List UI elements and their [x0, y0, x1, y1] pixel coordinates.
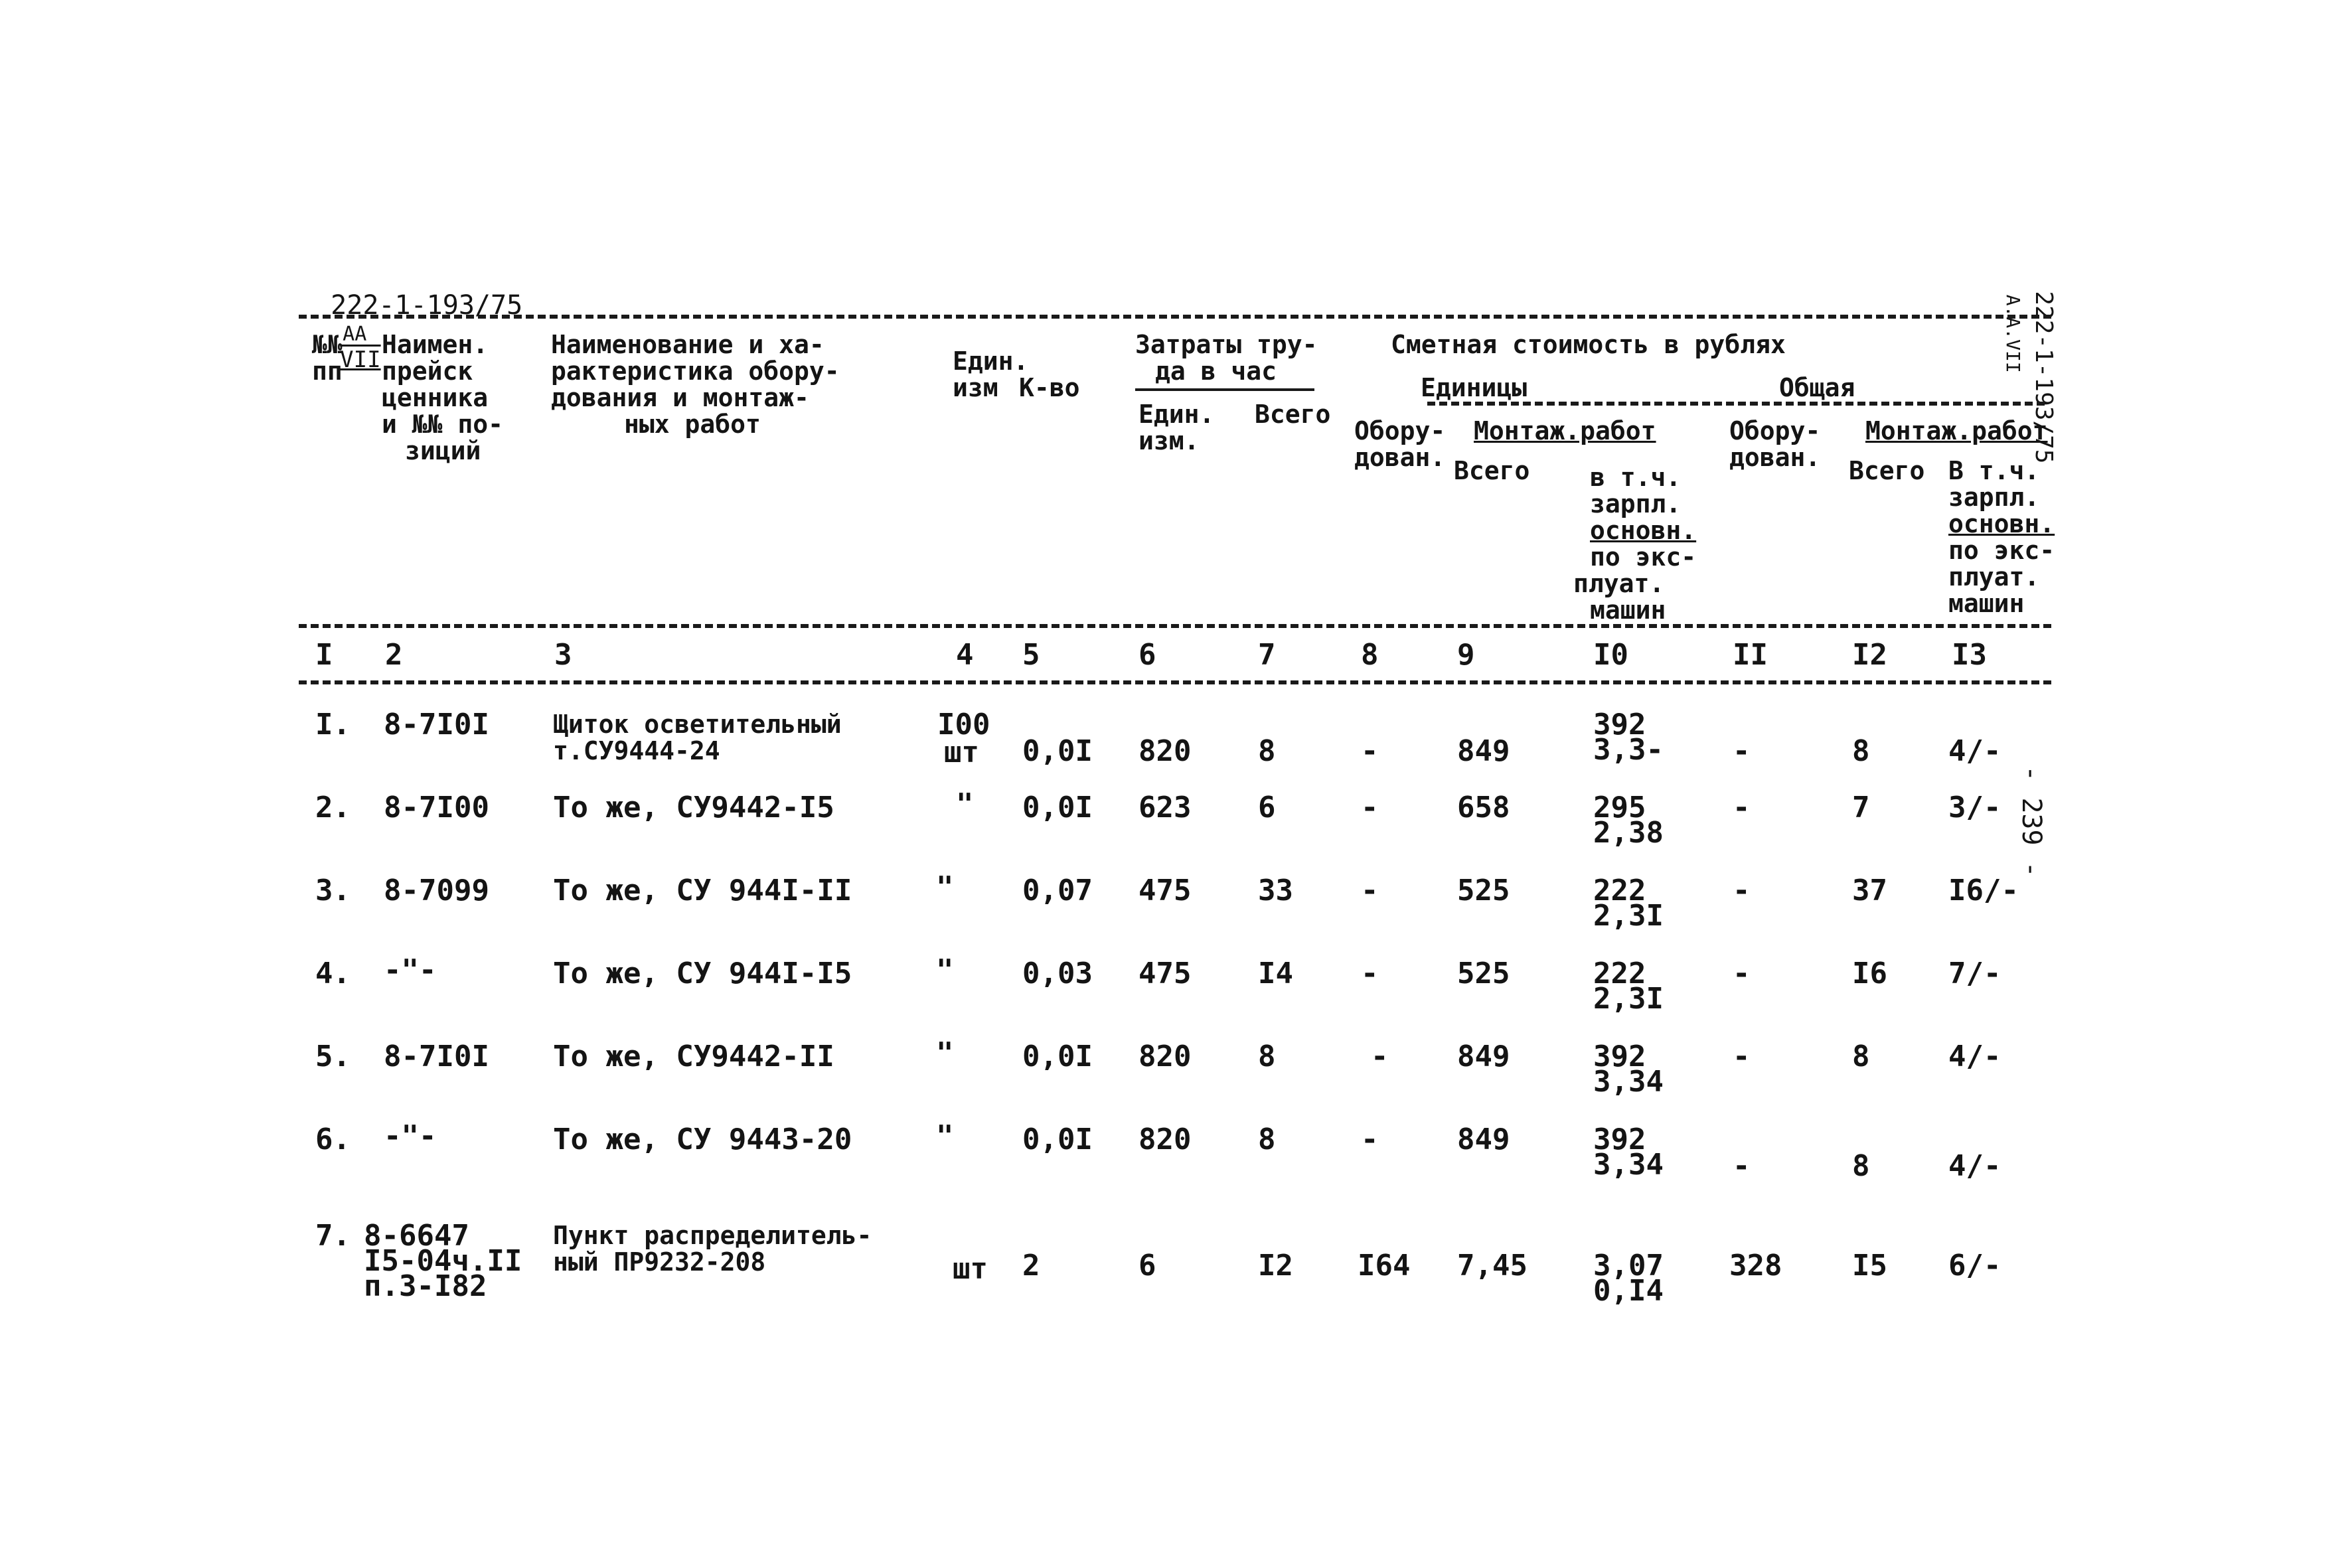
col-number-11: II: [1733, 638, 1768, 672]
row-wage-line2: 2,3I: [1593, 899, 1664, 933]
row-wage-line2: 3,34: [1593, 1148, 1664, 1182]
header-pricelist-line3: ценника: [382, 383, 489, 412]
header-labor-unit-line1: Един.: [1138, 400, 1215, 429]
header-description-line2: рактеристика обору-: [551, 356, 840, 386]
row-code-line1: 8-6647: [364, 1219, 469, 1253]
header-total-install-total: Всего: [1849, 456, 1925, 485]
row-labor-unit: 820: [1138, 1123, 1192, 1156]
row-total-wage: 7/-: [1948, 957, 2001, 990]
side-album-text: А.А.VII: [2002, 294, 2024, 373]
row-equipment: -: [1361, 734, 1379, 768]
header-install-works: Монтаж.работ: [1474, 416, 1656, 445]
header-wage-line2: зарпл.: [1590, 489, 1682, 518]
col-number-6: 6: [1138, 638, 1156, 672]
row-name-line1: Щиток осветительный: [553, 710, 842, 739]
header-description-line3: дования и монтаж-: [551, 383, 809, 412]
row-wage-line1: 3,07: [1593, 1249, 1664, 1283]
row-code: 8-7I00: [384, 791, 489, 824]
row-install-total: 849: [1457, 1040, 1510, 1073]
row-total-wage: 4/-: [1948, 1040, 2001, 1073]
row-total-equipment: -: [1733, 1040, 1751, 1073]
col-number-12: I2: [1852, 638, 1887, 672]
row-total-equipment: 328: [1729, 1249, 1782, 1283]
row-total-equipment: -: [1733, 791, 1751, 824]
row-total-install: 8: [1852, 1040, 1870, 1073]
row-labor-total: 8: [1258, 1040, 1276, 1073]
col-number-2: 2: [385, 638, 403, 672]
row-total-install: I6: [1852, 957, 1887, 990]
row-code-line3: п.3-I82: [364, 1269, 487, 1303]
row-unit-line1: ": [956, 787, 974, 821]
header-unit-line1: Един.: [953, 347, 1029, 376]
row-total-wage: 4/-: [1948, 1149, 2001, 1183]
row-total-wage: 4/-: [1948, 734, 2001, 768]
row-quantity: 0,0I: [1022, 734, 1093, 768]
row-wage-line2: 3,34: [1593, 1065, 1664, 1099]
row-install-total: 525: [1457, 957, 1510, 990]
row-equipment: -: [1361, 791, 1379, 824]
row-number: I.: [315, 708, 351, 742]
row-quantity: 0,0I: [1022, 791, 1093, 824]
header-wage-line6: машин: [1590, 595, 1666, 625]
row-total-install: 8: [1852, 1149, 1870, 1183]
row-labor-unit: 6: [1138, 1249, 1156, 1283]
header-total-equipment-line1: Обору-: [1729, 416, 1821, 445]
row-unit-line1: ": [936, 1119, 954, 1153]
row-name-line1: Пункт распределитель-: [553, 1221, 872, 1250]
col-number-7: 7: [1258, 638, 1276, 672]
header-equipment-line2: дован.: [1354, 443, 1446, 472]
row-unit-line1: ": [936, 953, 954, 987]
header-index-line2: пп: [312, 356, 343, 386]
header-pricelist-line1: Наимен.: [382, 330, 489, 359]
table-top-rule: [299, 315, 2051, 319]
row-quantity: 0,0I: [1022, 1040, 1093, 1073]
header-cost-title: Сметная стоимость в рублях: [1391, 330, 1786, 359]
col-number-5: 5: [1022, 638, 1040, 672]
row-equipment: -: [1361, 1123, 1379, 1156]
doc-code-text: 222-1-193/75: [331, 290, 523, 321]
row-wage-line2: 2,38: [1593, 816, 1664, 850]
row-total-wage: 6/-: [1948, 1249, 2001, 1283]
row-unit-line1: ": [936, 870, 954, 904]
header-pricelist-line4: и №№ по-: [382, 410, 504, 439]
row-number: 2.: [315, 791, 351, 824]
row-name-line1: То же, СУ9442-II: [553, 1040, 834, 1073]
header-wage-line5: плуат.: [1573, 569, 1665, 598]
row-labor-total: 8: [1258, 1123, 1276, 1156]
col-number-10: I0: [1593, 638, 1628, 672]
row-install-total: 525: [1457, 874, 1510, 907]
row-labor-unit: 623: [1138, 791, 1192, 824]
row-labor-total: 8: [1258, 734, 1276, 768]
col-number-9: 9: [1457, 638, 1475, 672]
row-name-line1: То же, СУ 944I-II: [553, 874, 852, 907]
header-total-wage-line1: В т.ч.: [1948, 456, 2040, 485]
row-equipment: -: [1371, 1040, 1389, 1073]
row-name-line2: ный ПР9232-208: [553, 1247, 766, 1277]
header-description-line4: ных работ: [624, 410, 761, 439]
header-wage-line4: по экс-: [1590, 542, 1697, 572]
album-number: VII: [340, 347, 381, 373]
row-labor-total: I2: [1258, 1249, 1293, 1283]
header-labor-line2: да в час: [1155, 356, 1277, 386]
row-unit-line1: ": [936, 1036, 954, 1070]
row-wage-line1: 392: [1593, 1040, 1646, 1073]
row-total-install: 8: [1852, 734, 1870, 768]
row-install-total: 849: [1457, 1123, 1510, 1156]
col-number-3: 3: [554, 638, 572, 672]
row-unit-line1: шт: [953, 1252, 988, 1286]
header-total-install-works: Монтаж.работ: [1865, 416, 2048, 445]
numbers-bottom-rule: [299, 680, 2051, 684]
row-code: 8-7099: [384, 874, 489, 907]
page-number: [2018, 734, 2071, 878]
row-equipment: -: [1361, 957, 1379, 990]
row-labor-total: I4: [1258, 957, 1293, 990]
header-total-wage-line6: машин: [1948, 589, 2025, 618]
row-name-line1: То же, СУ9442-I5: [553, 791, 834, 824]
row-code: 8-7I0I: [384, 708, 489, 742]
header-pricelist-line5: зиций: [405, 436, 481, 465]
row-total-install: 7: [1852, 791, 1870, 824]
row-labor-unit: 475: [1138, 874, 1192, 907]
row-code: -"-: [384, 1119, 437, 1153]
row-labor-total: 6: [1258, 791, 1276, 824]
row-labor-unit: 820: [1138, 734, 1192, 768]
side-album-code: [2003, 272, 2041, 373]
col-number-4: 4: [956, 638, 974, 672]
row-number: 5.: [315, 1040, 351, 1073]
header-unit-line2: изм: [953, 373, 998, 402]
labor-underline: [1135, 388, 1314, 391]
header-total-wage-line4: по экс-: [1948, 536, 2055, 565]
row-total-install: I5: [1852, 1249, 1887, 1283]
row-labor-unit: 820: [1138, 1040, 1192, 1073]
header-pricelist-line2: прейск: [382, 356, 473, 386]
header-equipment-line1: Обору-: [1354, 416, 1446, 445]
row-number: 6.: [315, 1123, 351, 1156]
row-equipment: I64: [1358, 1249, 1411, 1283]
header-index-line1: №№: [312, 330, 343, 359]
row-name-line1: То же, СУ 944I-I5: [553, 957, 852, 990]
row-install-total: 7,45: [1457, 1249, 1528, 1283]
row-total-equipment: -: [1733, 734, 1751, 768]
row-unit-line1: I00: [937, 708, 990, 742]
row-labor-total: 33: [1258, 874, 1293, 907]
page-number-text: - 239 -: [2016, 765, 2047, 878]
header-total-wage-line2: зарпл.: [1948, 483, 2040, 512]
header-bottom-rule: [299, 624, 2051, 628]
col-number-1: I: [315, 638, 333, 672]
header-total-wage-line3: основн.: [1948, 509, 2055, 538]
row-wage-line1: 222: [1593, 874, 1646, 907]
header-labor-line1: Затраты тру-: [1135, 330, 1318, 359]
row-wage-line1: 222: [1593, 957, 1646, 990]
row-quantity: 2: [1022, 1249, 1040, 1283]
album-suffix: АА: [343, 323, 367, 346]
row-unit-line2: шт: [944, 736, 979, 769]
row-quantity: 0,03: [1022, 957, 1093, 990]
row-wage-line2: 3,3-: [1593, 733, 1664, 767]
row-wage-line2: 2,3I: [1593, 982, 1664, 1016]
row-install-total: 849: [1457, 734, 1510, 768]
header-wage-line3: основн.: [1590, 516, 1697, 545]
header-total-wage-line5: плуат.: [1948, 562, 2040, 591]
row-number: 3.: [315, 874, 351, 907]
header-unit-group: Единицы: [1421, 373, 1528, 402]
col-number-8: 8: [1361, 638, 1379, 672]
row-number: 7.: [315, 1219, 351, 1253]
row-total-equipment: -: [1733, 874, 1751, 907]
row-code: 8-7I0I: [384, 1040, 489, 1073]
row-total-equipment: -: [1733, 1149, 1751, 1183]
row-quantity: 0,0I: [1022, 1123, 1093, 1156]
row-number: 4.: [315, 957, 351, 990]
row-wage-line1: 392: [1593, 1123, 1646, 1156]
row-code: -"-: [384, 953, 437, 987]
row-wage-line1: 295: [1593, 791, 1646, 824]
row-total-equipment: -: [1733, 957, 1751, 990]
row-quantity: 0,07: [1022, 874, 1093, 907]
row-name-line1: То же, СУ 9443-20: [553, 1123, 852, 1156]
header-quantity: К-во: [1019, 373, 1080, 402]
side-code-text: 222-1-193/75: [2030, 291, 2057, 464]
row-total-wage: I6/-: [1948, 874, 2019, 907]
header-wage-line1: в т.ч.: [1590, 463, 1682, 492]
row-install-total: 658: [1457, 791, 1510, 824]
col-number-13: I3: [1952, 638, 1987, 672]
header-labor-total: Всего: [1255, 400, 1331, 429]
row-wage-line2: 0,I4: [1593, 1274, 1664, 1308]
header-description-line1: Наименование и ха-: [551, 330, 824, 359]
row-name-line2: т.СУ9444-24: [553, 736, 720, 765]
header-total-equipment-line2: дован.: [1729, 443, 1821, 472]
row-labor-unit: 475: [1138, 957, 1192, 990]
header-total-group: Общая: [1779, 373, 1855, 402]
row-code-line2: I5-04ч.II: [364, 1244, 522, 1278]
row-equipment: -: [1361, 874, 1379, 907]
header-labor-unit-line2: изм.: [1138, 426, 1200, 455]
row-wage-line1: 392: [1593, 708, 1646, 742]
row-total-wage: 3/-: [1948, 791, 2001, 824]
row-total-install: 37: [1852, 874, 1887, 907]
header-install-total: Всего: [1454, 456, 1530, 485]
